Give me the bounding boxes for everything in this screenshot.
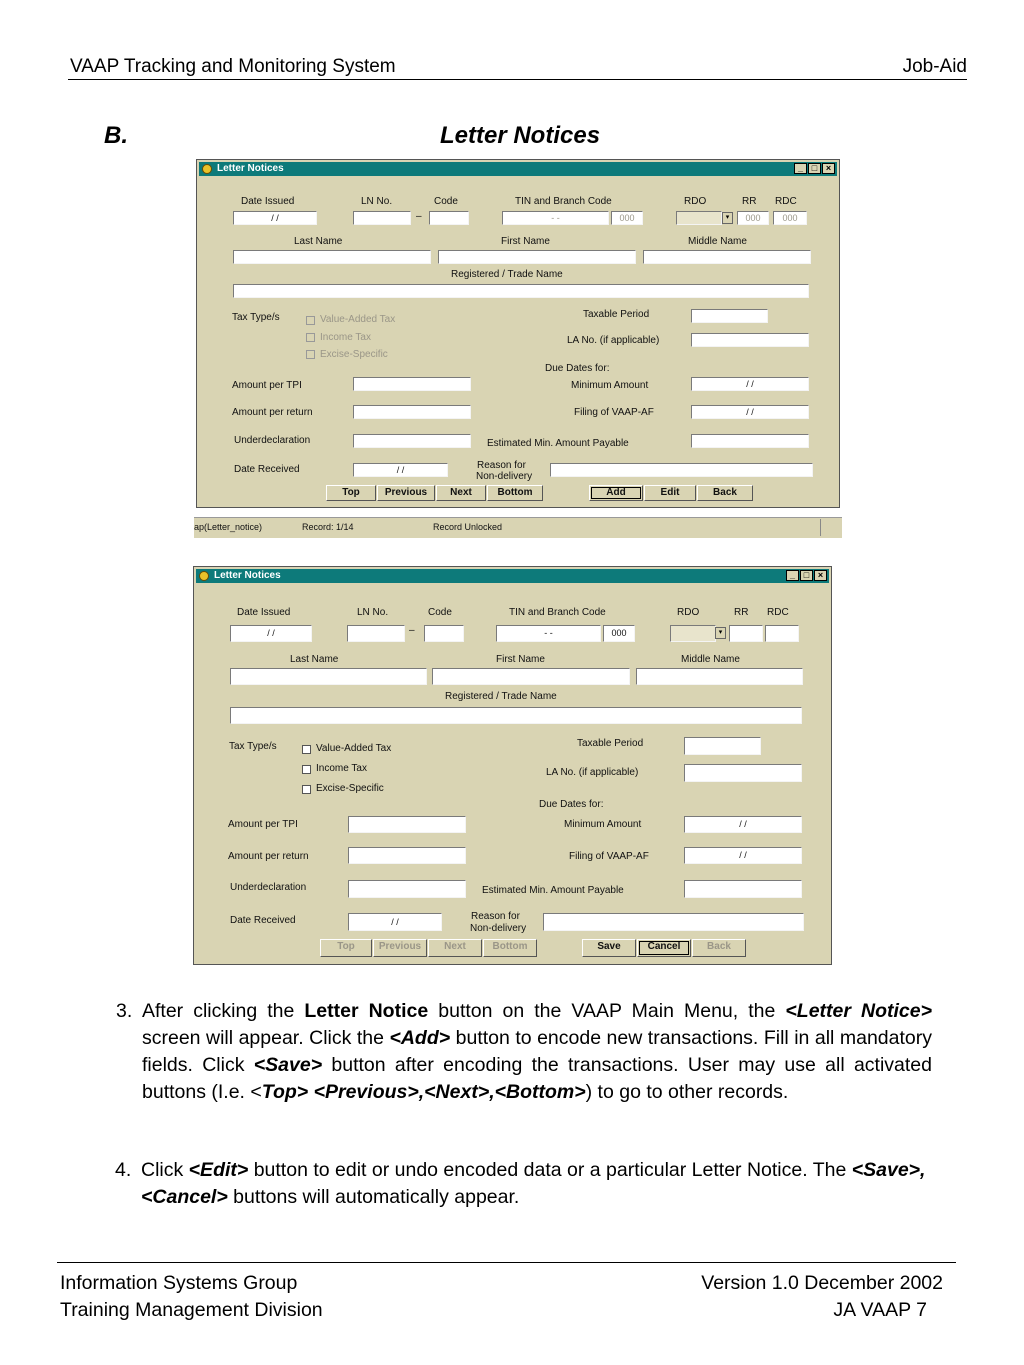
- step-3-t5: button after encoding the transactions. User may use all activated buttons (I.e. <: [142, 1054, 932, 1103]
- top-button[interactable]: Top: [320, 939, 372, 957]
- ln-code-dash: –: [416, 211, 422, 222]
- step-4-t2: button to edit or undo encoded data or a particular Letter Notice. The: [248, 1159, 852, 1181]
- excise-checkbox[interactable]: [306, 350, 315, 359]
- la-no-field[interactable]: [691, 333, 809, 347]
- top-button[interactable]: Top: [326, 485, 376, 501]
- letter-notices-window-add: [196, 159, 840, 508]
- label-estimated-min: Estimated Min. Amount Payable: [482, 885, 624, 896]
- edit-button[interactable]: Edit: [644, 485, 696, 501]
- label-amount-tpi: Amount per TPI: [228, 819, 298, 830]
- cancel-button[interactable]: Cancel: [637, 939, 691, 957]
- label-tin: TIN and Branch Code: [509, 607, 606, 618]
- step-3-t1: After clicking the: [142, 1000, 305, 1022]
- step-4-paragraph: [115, 1157, 945, 1211]
- label-ln-no: LN No.: [357, 607, 389, 618]
- label-la-no: LA No. (if applicable): [546, 767, 639, 778]
- underdeclaration-field[interactable]: [353, 434, 471, 448]
- middle-name-field[interactable]: [643, 250, 811, 264]
- middle-name-field[interactable]: [636, 668, 803, 685]
- minimize-button[interactable]: _: [794, 163, 807, 174]
- branch-code-field[interactable]: 000: [611, 211, 643, 225]
- letter-notices-window-save: [193, 566, 832, 965]
- next-button[interactable]: Next: [428, 939, 482, 957]
- first-name-field[interactable]: [432, 668, 630, 685]
- label-due-dates: Due Dates for:: [545, 363, 610, 374]
- ln-no-field[interactable]: [347, 625, 405, 642]
- close-button[interactable]: ×: [822, 163, 835, 174]
- label-amount-return: Amount per return: [228, 851, 309, 862]
- label-filing-vaap: Filing of VAAP-AF: [569, 851, 649, 862]
- rr-field[interactable]: 000: [737, 211, 769, 225]
- rdc-field[interactable]: [765, 625, 799, 642]
- label-reason2: Non-delivery: [470, 923, 527, 934]
- window-title: Letter Notices: [214, 570, 281, 581]
- step-4-save-cancel: <Save>, <Cancel>: [141, 1159, 926, 1208]
- label-date-received: Date Received: [234, 464, 300, 475]
- label-vat: Value-Added Tax: [320, 314, 396, 325]
- label-tax-types: Tax Type/s: [232, 312, 280, 323]
- label-rdo: RDO: [684, 196, 707, 207]
- ln-code-dash: –: [409, 625, 415, 636]
- la-no-field[interactable]: [684, 764, 802, 782]
- bottom-button[interactable]: Bottom: [483, 939, 537, 957]
- label-rr: RR: [734, 607, 749, 618]
- doc-header-jobaid: Job-Aid: [902, 56, 967, 77]
- last-name-field[interactable]: [230, 668, 427, 685]
- footer-version: Version 1.0 December 2002: [701, 1272, 943, 1294]
- taxable-period-field[interactable]: [684, 737, 761, 755]
- footer-division: Training Management Division: [60, 1299, 323, 1321]
- label-minimum-amount: Minimum Amount: [571, 380, 649, 391]
- label-middle-name: Middle Name: [688, 236, 747, 247]
- step-3-t2: button on the VAAP Main Menu, the: [428, 1000, 786, 1022]
- rdo-select[interactable]: [670, 625, 716, 642]
- label-due-dates: Due Dates for:: [539, 799, 604, 810]
- first-name-field[interactable]: [438, 250, 636, 264]
- status-bar: [194, 517, 842, 538]
- chevron-down-icon[interactable]: ▾: [715, 627, 726, 639]
- last-name-field[interactable]: [233, 250, 431, 264]
- taxable-period-field[interactable]: [691, 309, 768, 323]
- income-tax-checkbox[interactable]: [306, 333, 315, 342]
- status-lock: Record Unlocked: [433, 522, 503, 532]
- label-income-tax: Income Tax: [316, 763, 367, 774]
- step-3-t4: button to encode new transactions. Fill in all mandatory fields. Click: [142, 1027, 932, 1076]
- label-underdeclaration: Underdeclaration: [234, 435, 311, 446]
- status-module: ap(Letter_notice): [194, 522, 263, 532]
- label-last-name: Last Name: [290, 654, 339, 665]
- step-3-number: 3.: [116, 1000, 133, 1022]
- maximize-button[interactable]: □: [808, 163, 821, 174]
- footer-group: Information Systems Group: [60, 1272, 298, 1294]
- footer-rule: [57, 1262, 956, 1263]
- label-first-name: First Name: [501, 236, 550, 247]
- window-title: Letter Notices: [217, 163, 284, 174]
- section-title: Letter Notices: [440, 122, 601, 149]
- label-excise: Excise-Specific: [316, 783, 384, 794]
- minimize-button[interactable]: _: [786, 570, 799, 581]
- filing-vaap-date-field[interactable]: / /: [691, 405, 809, 419]
- bottom-button[interactable]: Bottom: [487, 485, 543, 501]
- ln-no-field[interactable]: [353, 211, 411, 225]
- vat-checkbox[interactable]: [306, 316, 315, 325]
- reason-field[interactable]: [550, 463, 813, 477]
- amount-tpi-field[interactable]: [353, 377, 471, 391]
- step-3-text: [142, 998, 932, 1106]
- label-registered-name: Registered / Trade Name: [451, 269, 563, 280]
- save-button[interactable]: Save: [582, 939, 636, 957]
- label-amount-tpi: Amount per TPI: [232, 380, 302, 391]
- label-taxable-period: Taxable Period: [577, 738, 644, 749]
- estimated-min-field[interactable]: [691, 434, 809, 448]
- label-excise: Excise-Specific: [320, 349, 388, 360]
- step-4-t3: buttons will automatically appear.: [227, 1186, 520, 1208]
- header-rule: [68, 79, 967, 80]
- minimum-amount-date-field[interactable]: / /: [691, 377, 809, 391]
- maximize-button[interactable]: □: [800, 570, 813, 581]
- vat-checkbox[interactable]: [302, 745, 311, 754]
- rr-field[interactable]: [729, 625, 763, 642]
- label-code: Code: [434, 196, 458, 207]
- step-3-nav-buttons: Top> <Previous>,<Next>,<Bottom>: [261, 1081, 586, 1103]
- label-rdc: RDC: [775, 196, 797, 207]
- amount-tpi-field[interactable]: [348, 816, 466, 833]
- step-4-text: [141, 1157, 945, 1211]
- label-la-no: LA No. (if applicable): [567, 335, 660, 346]
- income-tax-checkbox[interactable]: [302, 765, 311, 774]
- reason-field[interactable]: [543, 913, 804, 931]
- label-date-issued: Date Issued: [237, 607, 291, 618]
- minimum-amount-date-field[interactable]: / /: [684, 816, 802, 833]
- label-underdeclaration: Underdeclaration: [230, 882, 307, 893]
- amount-return-field[interactable]: [348, 847, 466, 864]
- label-reason1: Reason for: [477, 460, 526, 471]
- label-reason1: Reason for: [471, 911, 520, 922]
- section-letter: B.: [104, 122, 128, 149]
- window-titlebar: [196, 569, 829, 583]
- step-4-t1: Click: [141, 1159, 189, 1181]
- back-button[interactable]: Back: [692, 939, 746, 957]
- label-code: Code: [428, 607, 452, 618]
- label-tin: TIN and Branch Code: [515, 196, 612, 207]
- estimated-min-field[interactable]: [684, 880, 802, 898]
- label-registered-name: Registered / Trade Name: [445, 691, 557, 702]
- close-button[interactable]: ×: [814, 570, 827, 581]
- registered-name-field[interactable]: [230, 707, 802, 724]
- step-3-save: <Save>: [253, 1054, 323, 1076]
- label-rdc: RDC: [767, 607, 789, 618]
- doc-header-title: VAAP Tracking and Monitoring System: [70, 56, 396, 77]
- label-first-name: First Name: [496, 654, 545, 665]
- tin-field[interactable]: - -: [496, 625, 601, 642]
- code-field[interactable]: [429, 211, 469, 225]
- date-received-field[interactable]: / /: [353, 463, 448, 477]
- step-3-letter-notice-screen: <Letter Notice>: [785, 1000, 933, 1022]
- label-amount-return: Amount per return: [232, 407, 313, 418]
- label-rdo: RDO: [677, 607, 700, 618]
- date-issued-field[interactable]: / /: [230, 625, 312, 642]
- back-button[interactable]: Back: [697, 485, 753, 501]
- label-last-name: Last Name: [294, 236, 343, 247]
- rdo-select[interactable]: [676, 211, 722, 225]
- label-reason2: Non-delivery: [476, 471, 533, 482]
- app-icon: [199, 571, 209, 581]
- step-4-edit: <Edit>: [188, 1159, 249, 1181]
- label-middle-name: Middle Name: [681, 654, 740, 665]
- branch-code-field[interactable]: 000: [603, 625, 635, 642]
- label-minimum-amount: Minimum Amount: [564, 819, 642, 830]
- label-estimated-min: Estimated Min. Amount Payable: [487, 438, 629, 449]
- next-button[interactable]: Next: [436, 485, 486, 501]
- tin-field[interactable]: - -: [502, 211, 609, 225]
- underdeclaration-field[interactable]: [348, 880, 466, 898]
- excise-checkbox[interactable]: [302, 785, 311, 794]
- window-titlebar: [199, 162, 837, 176]
- date-issued-field[interactable]: / /: [233, 211, 317, 225]
- chevron-down-icon[interactable]: ▾: [722, 212, 733, 224]
- label-vat: Value-Added Tax: [316, 743, 392, 754]
- label-date-issued: Date Issued: [241, 196, 295, 207]
- label-tax-types: Tax Type/s: [229, 741, 277, 752]
- label-filing-vaap: Filing of VAAP-AF: [574, 407, 654, 418]
- step-3-letter-notice: Letter Notice: [304, 1000, 429, 1022]
- label-rr: RR: [742, 196, 757, 207]
- label-taxable-period: Taxable Period: [583, 309, 650, 320]
- previous-button[interactable]: Previous: [377, 485, 435, 501]
- label-date-received: Date Received: [230, 915, 296, 926]
- date-received-field[interactable]: / /: [348, 913, 442, 931]
- filing-vaap-date-field[interactable]: / /: [684, 847, 802, 864]
- rdc-field[interactable]: 000: [773, 211, 807, 225]
- step-3-t3: screen will appear. Click the: [142, 1027, 390, 1049]
- previous-button[interactable]: Previous: [373, 939, 427, 957]
- step-3-add: <Add>: [389, 1027, 451, 1049]
- step-3-paragraph: [116, 998, 932, 1106]
- status-record: Record: 1/14: [302, 522, 354, 532]
- add-button[interactable]: Add: [589, 485, 643, 501]
- step-3-t6: ) to go to other records.: [585, 1081, 789, 1103]
- label-ln-no: LN No.: [361, 196, 393, 207]
- label-income-tax: Income Tax: [320, 332, 371, 343]
- footer-page: JA VAAP 7: [833, 1299, 927, 1321]
- status-divider: [820, 519, 821, 536]
- step-4-number: 4.: [115, 1159, 132, 1181]
- registered-name-field[interactable]: [233, 284, 809, 298]
- amount-return-field[interactable]: [353, 405, 471, 419]
- code-field[interactable]: [424, 625, 464, 642]
- app-icon: [202, 164, 212, 174]
